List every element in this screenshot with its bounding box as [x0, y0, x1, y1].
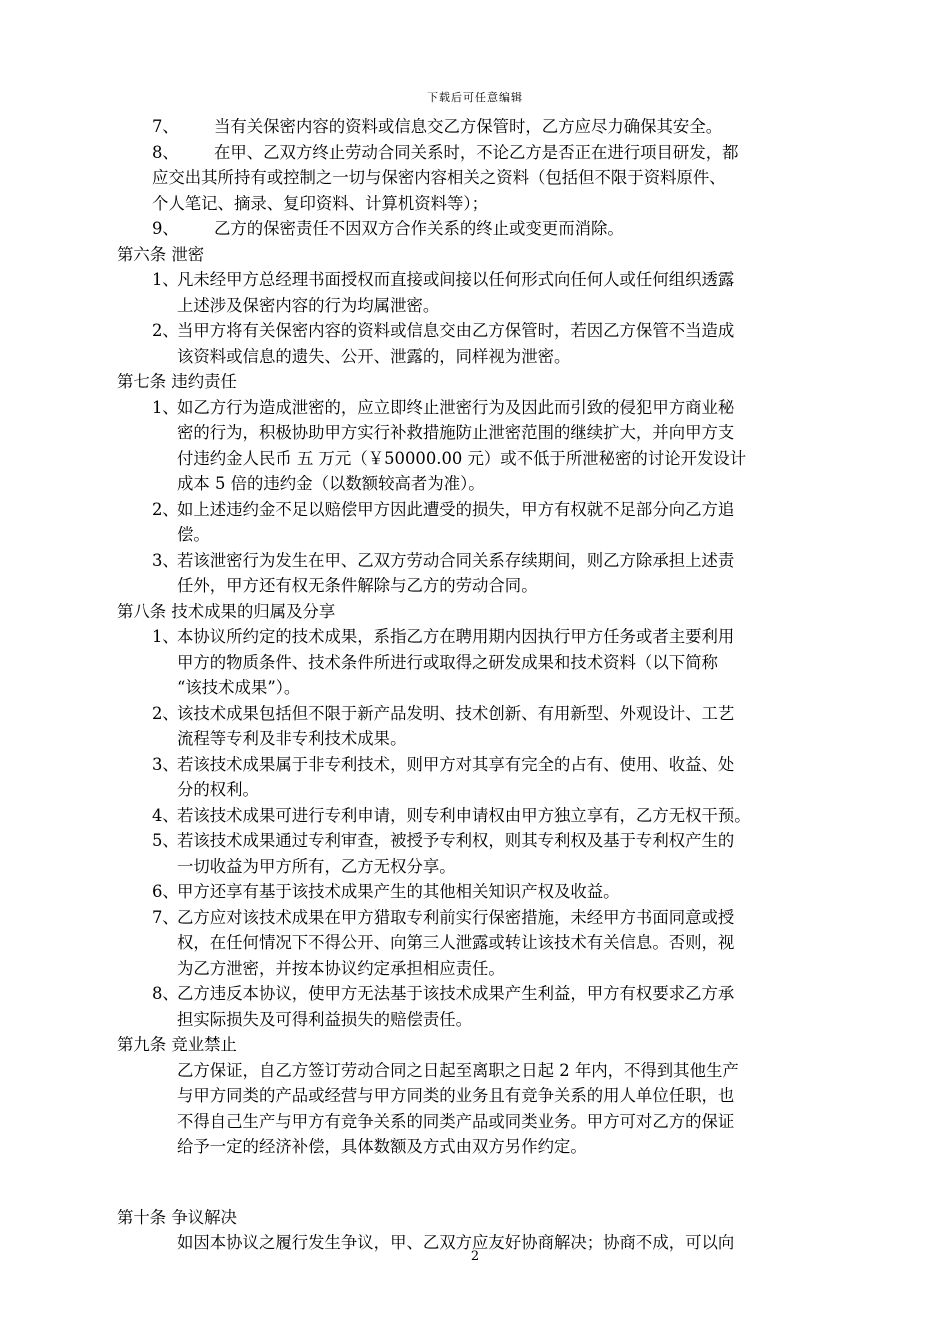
clause-text: 一切收益为甲方所有，乙方无权分享。 — [177, 856, 456, 876]
clause-line — [117, 930, 842, 956]
paragraph-line: 给予一定的经济补偿，具体数额及方式由双方另作约定。 — [177, 1137, 587, 1156]
clause-number: 4、 — [152, 805, 179, 825]
clause-line — [117, 344, 842, 370]
clause-line — [117, 726, 842, 752]
clause-line — [117, 905, 842, 931]
paragraph-line: 乙方保证，自乙方签订劳动合同之日起至离职之日起 2 年内，不得到其他生产 — [177, 1060, 739, 1080]
clause-line — [117, 395, 842, 421]
clause-line — [117, 267, 842, 293]
clause-text: 上述涉及保密内容的行为均属泄密。 — [177, 295, 440, 315]
list-item-number: 9、 — [152, 219, 179, 238]
section-6-title: 第六条 泄密 — [117, 244, 205, 264]
clause-text: 如上述违约金不足以赔偿甲方因此遭受的损失，甲方有权就不足部分向乙方追 — [177, 499, 735, 519]
blank-space — [117, 1160, 842, 1205]
clause-text: 乙方应对该技术成果在甲方猎取专利前实行保密措施，未经甲方书面同意或授 — [177, 907, 735, 927]
clause-line — [117, 1007, 842, 1033]
list-item-text: 乙方的保密责任不因双方合作关系的终止或变更而消除。 — [214, 219, 624, 238]
section-9-paragraph — [117, 1058, 842, 1160]
clause-line — [117, 879, 842, 905]
document-body — [117, 114, 842, 1256]
clause-line — [117, 522, 842, 548]
clause-text: 若该技术成果通过专利审查，被授予专利权，则其专利权及基于专利权产生的 — [177, 831, 735, 850]
paragraph-line: 与甲方同类的产品或经营与甲方同类的业务且有竞争关系的用人单位任职，也 — [177, 1086, 735, 1105]
clause-text: “该技术成果”）。 — [177, 678, 301, 697]
clause-line — [117, 981, 842, 1007]
paragraph-line: 如因本协议之履行发生争议，甲、乙双方应友好协商解决；协商不成，可以向 — [177, 1233, 735, 1252]
clause-text: 偿。 — [177, 525, 210, 544]
clause-number: 1、 — [152, 270, 179, 289]
clause-number: 3、 — [152, 754, 179, 774]
clause-line — [117, 956, 842, 982]
clause-number: 1、 — [152, 397, 179, 417]
section-8-items — [117, 624, 842, 1032]
clause-line — [117, 701, 842, 727]
clause-text: 甲方还享有基于该技术成果产生的其他相关知识产权及收益。 — [177, 882, 620, 901]
clause-line — [117, 675, 842, 701]
section-6-items — [117, 267, 842, 369]
list-item-line — [117, 165, 842, 191]
clause-line — [117, 471, 842, 497]
list-item-text: 应交出其所持有或控制之一切与保密内容相关之资料（包括但不限于资料原件、 — [152, 168, 726, 187]
clause-line — [117, 446, 842, 472]
clause-text: 担实际损失及可得利益损失的赔偿责任。 — [177, 1009, 473, 1029]
clause-text: 若该技术成果属于非专利技术，则甲方对其享有完全的占有、使用、收益、处 — [177, 754, 735, 774]
clause-number: 6、 — [152, 882, 179, 901]
clause-line — [117, 624, 842, 650]
clause-line — [117, 777, 842, 803]
clause-text: 若该泄密行为发生在甲、乙双方劳动合同关系存续期间，则乙方除承担上述责 — [177, 550, 735, 570]
clause-line — [117, 828, 842, 854]
section-7-items — [117, 395, 842, 599]
section-8-title: 第八条 技术成果的归属及分享 — [117, 601, 336, 621]
clause-line — [117, 497, 842, 523]
clause-number: 1、 — [152, 627, 179, 646]
section-10-title: 第十条 争议解决 — [117, 1207, 237, 1227]
clause-text: 付违约金人民币 五 万元（￥50000.00 元）或不低于所泄秘密的讨论开发设计 — [177, 448, 747, 468]
clause-line — [117, 293, 842, 319]
list-item-text: 当有关保密内容的资料或信息交乙方保管时，乙方应尽力确保其安全。 — [214, 117, 723, 136]
clause-text: 甲方的物质条件、技术条件所进行或取得之研发成果和技术资料（以下简称 — [177, 652, 718, 672]
confidentiality-list — [117, 114, 842, 242]
clause-number: 2、 — [152, 321, 179, 340]
list-item-number: 8、 — [152, 142, 179, 162]
section-7-title: 第七条 违约责任 — [117, 372, 237, 391]
clause-text: 分的权利。 — [177, 780, 259, 799]
clause-line — [117, 803, 842, 829]
clause-number: 2、 — [152, 499, 179, 519]
clause-text: 该资料或信息的遗失、公开、泄露的，同样视为泄密。 — [177, 346, 571, 366]
clause-text: 当甲方将有关保密内容的资料或信息交由乙方保管时，若因乙方保管不当造成 — [177, 321, 735, 340]
clause-text: 若该技术成果可进行专利申请，则专利申请权由甲方独立享有，乙方无权干预。 — [177, 805, 751, 825]
page-header: 下载后可任意编辑 — [427, 91, 523, 104]
clause-text: 成本 5 倍的违约金（以数额较高者为准）。 — [177, 474, 485, 493]
clause-line — [117, 548, 842, 574]
clause-number: 8、 — [152, 984, 179, 1003]
list-item-number: 7、 — [152, 117, 179, 136]
list-item-text: 在甲、乙双方终止劳动合同关系时，不论乙方是否正在进行项目研发，都 — [214, 142, 739, 162]
list-item-line — [117, 114, 842, 140]
clause-text: 本协议所约定的技术成果，系指乙方在聘用期内因执行甲方任务或者主要利用 — [177, 627, 735, 646]
clause-text: 为乙方泄密，并按本协议约定承担相应责任。 — [177, 958, 505, 978]
clause-text: 凡未经甲方总经理书面授权而直接或间接以任何形式向任何人或任何组织透露 — [177, 270, 735, 289]
clause-number: 3、 — [152, 550, 179, 570]
clause-line — [117, 854, 842, 880]
clause-number: 5、 — [152, 831, 179, 850]
clause-text: 流程等专利及非专利技术成果。 — [177, 729, 407, 748]
list-item-line — [117, 191, 842, 217]
clause-number: 2、 — [152, 703, 179, 723]
section-9-title: 第九条 竞业禁止 — [117, 1035, 237, 1054]
clause-line — [117, 752, 842, 778]
clause-line — [117, 573, 842, 599]
list-item-line — [117, 140, 842, 166]
clause-line — [117, 420, 842, 446]
list-item-text: 个人笔记、摘录、复印资料、计算机资料等）； — [152, 193, 489, 213]
clause-text: 任外，甲方还有权无条件解除与乙方的劳动合同。 — [177, 576, 538, 595]
clause-text: 权，在任何情况下不得公开、向第三人泄露或转让该技术有关信息。否则，视 — [177, 933, 735, 952]
list-item-line — [117, 216, 842, 242]
paragraph-line: 不得自己生产与甲方有竞争关系的同类产品或同类业务。甲方可对乙方的保证 — [177, 1111, 735, 1131]
clause-text: 如乙方行为造成泄密的，应立即终止泄密行为及因此而引致的侵犯甲方商业秘 — [177, 397, 735, 417]
clause-text: 密的行为，积极协助甲方实行补救措施防止泄密范围的继续扩大，并向甲方支 — [177, 423, 735, 442]
clause-text: 该技术成果包括但不限于新产品发明、技术创新、有用新型、外观设计、工艺 — [177, 703, 735, 723]
clause-text: 乙方违反本协议，使甲方无法基于该技术成果产生利益，甲方有权要求乙方承 — [177, 984, 735, 1003]
clause-number: 7、 — [152, 907, 179, 927]
clause-line — [117, 318, 842, 344]
clause-line — [117, 650, 842, 676]
page-number: 2 — [470, 1249, 480, 1264]
